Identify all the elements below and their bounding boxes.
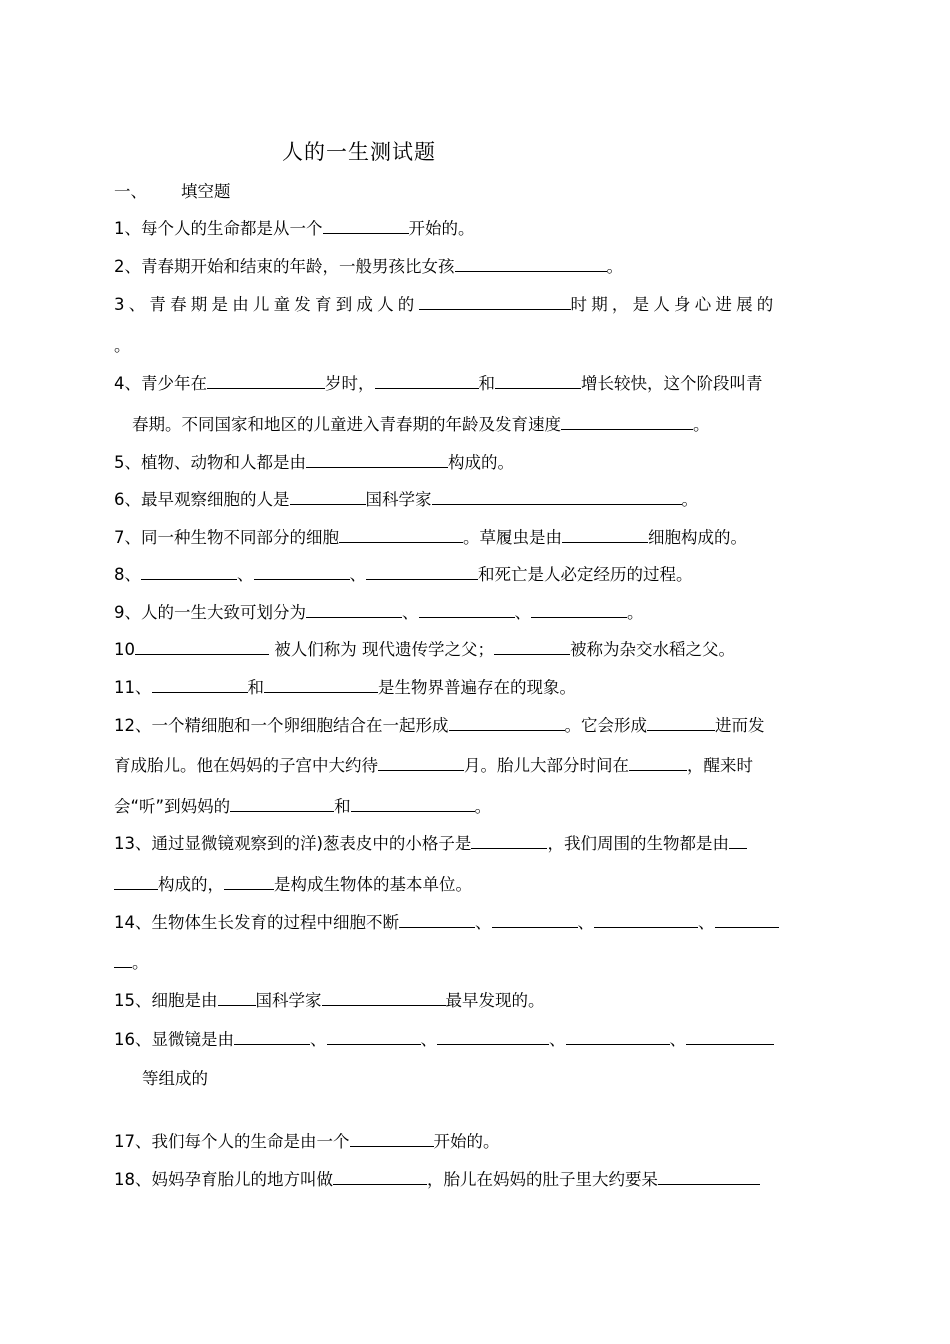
section-number: 一、 (114, 182, 147, 201)
question-text: 2、青春期开始和结束的年龄，一般男孩比女孩 (114, 257, 455, 276)
question-text: 是生物界普遍存在的现象。 (378, 678, 576, 697)
question-16 (114, 1028, 774, 1051)
question-text: ，醒来时 (687, 756, 753, 775)
question-15 (114, 989, 545, 1012)
answer-blank[interactable] (658, 1168, 760, 1185)
question-text: 被人们称为 现代遗传学之父； (269, 640, 494, 659)
question-9 (114, 601, 644, 624)
answer-blank[interactable] (152, 676, 248, 693)
question-text: 8、 (114, 565, 141, 584)
question-text: ，我们周围的生物都是由 (547, 834, 729, 853)
question-text: 11、 (114, 678, 152, 697)
question-12-cont-2 (114, 795, 491, 818)
answer-blank[interactable] (114, 951, 132, 968)
question-5 (114, 451, 514, 474)
question-12 (114, 714, 765, 737)
answer-blank[interactable] (471, 832, 547, 849)
answer-blank[interactable] (327, 1028, 421, 1045)
answer-blank[interactable] (531, 601, 627, 618)
question-text: 18、妈妈孕育胎儿的地方叫做 (114, 1170, 333, 1189)
question-text: 、 (237, 565, 254, 584)
question-text: 12、一个精细胞和一个卵细胞结合在一起形成 (114, 716, 449, 735)
question-text: 和死亡是人必定经历的过程。 (478, 565, 693, 584)
answer-blank[interactable] (224, 873, 274, 890)
answer-blank[interactable] (432, 488, 682, 505)
question-text: 7、同一种生物不同部分的细胞 (114, 528, 339, 547)
question-text: 是构成生物体的基本单位。 (274, 875, 472, 894)
question-text: 时期，是人身心进展的 (570, 295, 778, 314)
question-text: 、 (577, 913, 594, 932)
question-text: 、 (420, 1030, 437, 1049)
answer-blank[interactable] (339, 526, 463, 543)
answer-blank[interactable] (566, 1028, 670, 1045)
answer-blank[interactable] (366, 563, 478, 580)
answer-blank[interactable] (495, 372, 581, 389)
answer-blank[interactable] (437, 1028, 549, 1045)
answer-blank[interactable] (254, 563, 350, 580)
question-text: 和 (478, 374, 495, 393)
question-text: 育成胎儿。他在妈妈的子宫中大约待 (114, 756, 378, 775)
question-text: 、 (475, 913, 492, 932)
answer-blank[interactable] (141, 563, 237, 580)
answer-blank[interactable] (290, 488, 366, 505)
question-text: 13、通过显微镜观察到的洋)葱表皮中的小格子是 (114, 834, 472, 853)
question-text: 3、青春期是由儿童发育到成人的 (114, 295, 419, 314)
question-text: 和 (334, 797, 351, 816)
answer-blank[interactable] (419, 601, 515, 618)
question-1 (114, 217, 475, 240)
question-3-cont (114, 335, 131, 357)
question-text: 15、细胞是由 (114, 991, 218, 1010)
answer-blank[interactable] (323, 217, 409, 234)
answer-blank[interactable] (686, 1028, 774, 1045)
section-title: 填空题 (181, 182, 231, 201)
question-16-cont (142, 1068, 208, 1090)
question-text: 国科学家 (365, 490, 432, 509)
answer-blank[interactable] (114, 873, 158, 890)
answer-blank[interactable] (399, 911, 475, 928)
answer-blank[interactable] (218, 989, 256, 1006)
question-text: 会“听”到妈妈的 (114, 797, 231, 816)
question-text: 14、生物体生长发育的过程中细胞不断 (114, 913, 399, 932)
question-text: 、 (349, 565, 366, 584)
answer-blank[interactable] (333, 1168, 427, 1185)
answer-blank[interactable] (629, 754, 687, 771)
answer-blank[interactable] (322, 989, 446, 1006)
answer-blank[interactable] (350, 1130, 434, 1147)
question-7 (114, 526, 747, 549)
question-text: 被称为杂交水稻之父。 (570, 640, 735, 659)
question-10 (114, 638, 735, 661)
question-text: 。它会形成 (564, 716, 647, 735)
question-text: 5、植物、动物和人都是由 (114, 453, 306, 472)
question-text: 、 (669, 1030, 686, 1049)
answer-blank[interactable] (306, 601, 402, 618)
question-4-cont (132, 413, 710, 436)
question-text: 4、青少年在 (114, 374, 207, 393)
question-17 (114, 1130, 500, 1153)
question-text: 月。胎儿大部分时间在 (464, 756, 629, 775)
answer-blank[interactable] (492, 911, 578, 928)
question-14-cont (114, 951, 149, 974)
question-text: 春期。不同国家和地区的儿童进入青春期的年龄及发育速度 (132, 415, 561, 434)
answer-blank[interactable] (594, 911, 698, 928)
page-title: 人的一生测试题 (282, 140, 436, 164)
answer-blank[interactable] (562, 526, 648, 543)
question-text: 细胞构成的。 (648, 528, 747, 547)
question-text: 、 (514, 603, 531, 622)
question-text: 。 (474, 797, 492, 816)
question-text: 。 (627, 603, 644, 622)
question-13-cont (114, 873, 472, 896)
question-11 (114, 676, 576, 699)
answer-blank[interactable] (494, 638, 570, 655)
question-text: 。 (132, 953, 149, 972)
question-text: 进而发 (715, 716, 765, 735)
question-text: 和 (247, 678, 264, 697)
question-text: ，胎儿在妈妈的肚子里大约要呆 (427, 1170, 658, 1189)
question-text: 、 (402, 603, 419, 622)
answer-blank[interactable] (135, 638, 269, 655)
answer-blank[interactable] (715, 911, 779, 928)
question-text: 。 (681, 490, 698, 509)
question-text: 10 (114, 640, 135, 659)
answer-blank[interactable] (375, 372, 479, 389)
question-14 (114, 911, 779, 934)
question-text: 构成的， (158, 875, 224, 894)
answer-blank[interactable] (378, 754, 464, 771)
question-6 (114, 488, 698, 511)
question-text: 、 (698, 913, 715, 932)
answer-blank[interactable] (207, 372, 325, 389)
question-3 (114, 293, 778, 316)
answer-blank[interactable] (230, 795, 334, 812)
question-8 (114, 563, 693, 586)
question-text: 构成的。 (448, 453, 514, 472)
question-text: 等组成的 (142, 1069, 208, 1088)
question-text: 国科学家 (255, 991, 322, 1010)
answer-blank[interactable] (455, 255, 607, 272)
answer-blank[interactable] (561, 413, 693, 430)
answer-blank[interactable] (729, 832, 747, 849)
answer-blank[interactable] (306, 451, 448, 468)
question-text: 开始的。 (408, 219, 475, 238)
question-text: 。 (693, 415, 710, 434)
question-text: 。 (606, 257, 623, 276)
answer-blank[interactable] (647, 714, 715, 731)
question-text: 岁时， (325, 374, 375, 393)
question-text: 最早发现的。 (445, 991, 545, 1010)
answer-blank[interactable] (264, 676, 378, 693)
question-text: 16、显微镜是由 (114, 1030, 234, 1049)
question-text: 6、最早观察细胞的人是 (114, 490, 290, 509)
answer-blank[interactable] (351, 795, 475, 812)
question-12-cont (114, 754, 753, 777)
question-4 (114, 372, 763, 395)
question-text: 17、我们每个人的生命是由一个 (114, 1132, 350, 1151)
question-text: 。草履虫是由 (463, 528, 562, 547)
question-text: 。 (114, 336, 131, 355)
question-13 (114, 832, 747, 855)
question-text: 增长较快，这个阶段叫青 (581, 374, 763, 393)
answer-blank[interactable] (449, 714, 565, 731)
question-text: 、 (549, 1030, 566, 1049)
question-text: 9、人的一生大致可划分为 (114, 603, 306, 622)
question-text: 开始的。 (433, 1132, 500, 1151)
question-text: 、 (310, 1030, 327, 1049)
answer-blank[interactable] (419, 293, 571, 310)
question-text: 1、每个人的生命都是从一个 (114, 219, 323, 238)
answer-blank[interactable] (234, 1028, 310, 1045)
question-2 (114, 255, 623, 278)
question-18 (114, 1168, 760, 1191)
